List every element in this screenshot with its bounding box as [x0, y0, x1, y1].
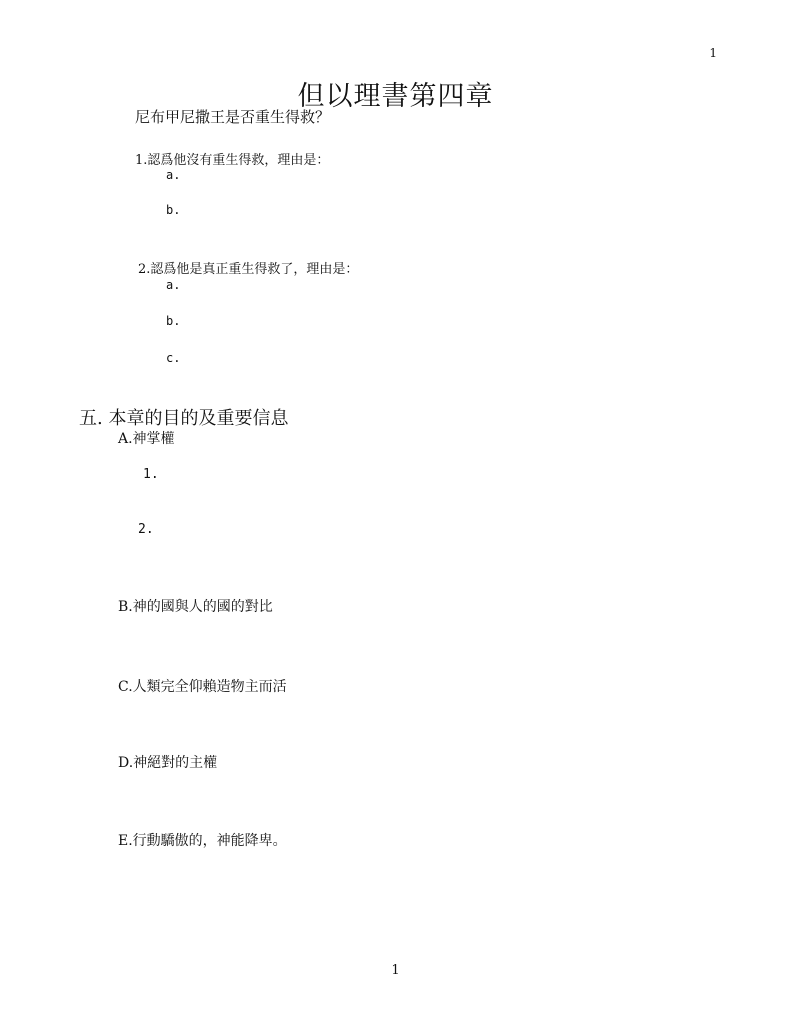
section-a-item-2: 2. [138, 522, 154, 537]
section-b-heading: B.神的國與人的國的對比 [118, 599, 273, 615]
page-title: 但以理書第四章 [297, 81, 494, 112]
question-1-item-a: a. [166, 168, 181, 182]
question-2-item-b: b. [166, 314, 181, 328]
section-c-heading: C.人類完全仰賴造物主而活 [118, 679, 287, 695]
question-1-label: 1.認爲他沒有重生得救，理由是： [135, 153, 330, 168]
section-a-heading: A.神掌權 [118, 431, 175, 447]
page-number-bottom: 1 [391, 963, 400, 978]
question-2-item-c: c. [166, 351, 181, 365]
section-e-heading: E.行動驕傲的，神能降卑。 [118, 833, 287, 849]
section-a-item-1: 1. [143, 467, 159, 482]
subtitle: 尼布甲尼撒王是否重生得救？ [135, 108, 331, 126]
question-1-item-b: b. [166, 203, 181, 217]
question-2-label: 2.認爲他是真正重生得救了，理由是： [138, 262, 359, 277]
page-number-top: 1 [709, 46, 717, 60]
section-d-heading: D.神絕對的主權 [118, 755, 218, 771]
question-2-item-a: a. [166, 278, 181, 292]
section-5-heading: 五. 本章的目的及重要信息 [79, 408, 289, 429]
